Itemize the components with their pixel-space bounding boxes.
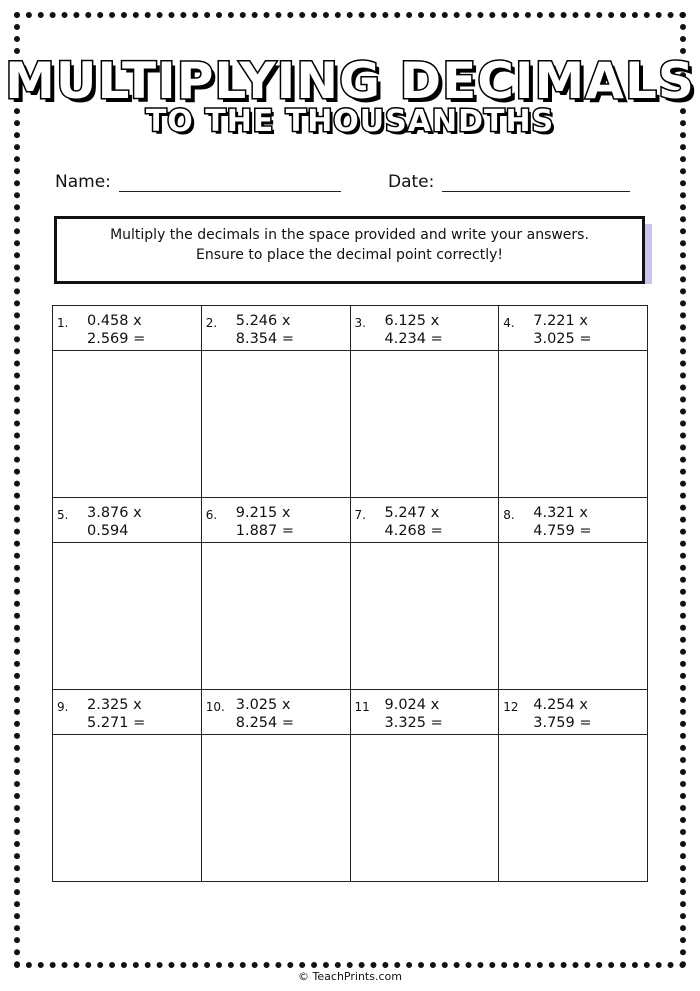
problem-number: 11 [354, 700, 370, 714]
work-space[interactable] [499, 735, 648, 882]
answer-row [53, 351, 648, 498]
multiplicand: 5.246 x [235, 313, 291, 329]
multiplicand: 4.321 x [533, 505, 588, 521]
work-space[interactable] [53, 351, 202, 498]
work-space[interactable] [201, 735, 350, 882]
problem-number: 1. [57, 316, 69, 330]
name-label: Name: [55, 172, 111, 192]
multiplier: 5.271 = [87, 715, 146, 731]
instruction-line: Ensure to place the decimal point correctly! [195, 247, 504, 263]
problem-cell [53, 690, 202, 735]
multiplier: 8.354 = [235, 331, 295, 347]
problem-row [53, 498, 648, 543]
problem-cell [499, 690, 648, 735]
multiplier: 1.887 = [235, 523, 295, 539]
multiplier: 3.759 = [533, 715, 592, 731]
multiplier: 4.234 = [384, 331, 443, 347]
multiplier: 3.025 = [533, 331, 592, 347]
problem-row [53, 690, 648, 735]
problem-cell [201, 306, 350, 351]
multiplier: 0.594 [87, 523, 129, 539]
name-field[interactable] [55, 172, 341, 192]
instructions-box [54, 216, 645, 284]
multiplicand: 6.125 x [384, 313, 440, 329]
problem-cell [53, 498, 202, 543]
work-space[interactable] [350, 543, 499, 690]
problem-cell [499, 306, 648, 351]
multiplier: 2.569 = [87, 331, 146, 347]
problem-row [53, 306, 648, 351]
multiplier: 4.268 = [384, 523, 443, 539]
problem-cell [350, 498, 499, 543]
work-space[interactable] [350, 351, 499, 498]
multiplicand: 5.247 x [384, 505, 440, 521]
problem-grid [52, 305, 648, 882]
problem-cell [53, 306, 202, 351]
worksheet-subtitle: TO THE THOUSANDTHS [145, 104, 555, 139]
multiplicand: 3.025 x [235, 697, 291, 713]
multiplicand: 3.876 x [87, 505, 142, 521]
problem-number: 7. [354, 508, 366, 522]
problem-number: 5. [57, 508, 69, 522]
work-space[interactable] [201, 351, 350, 498]
work-space[interactable] [53, 543, 202, 690]
copyright-footer: © TeachPrints.com [298, 970, 402, 983]
problem-cell [350, 690, 499, 735]
date-label: Date: [388, 172, 435, 192]
problem-cell [350, 306, 499, 351]
problem-cell [499, 498, 648, 543]
multiplicand: 0.458 x [87, 313, 142, 329]
problem-cell [201, 498, 350, 543]
work-space[interactable] [499, 543, 648, 690]
problem-number: 2. [205, 316, 218, 330]
problem-number: 8. [503, 508, 515, 522]
multiplicand: 4.254 x [533, 697, 588, 713]
problem-number: 9. [57, 700, 69, 714]
answer-row [53, 735, 648, 882]
work-space[interactable] [350, 735, 499, 882]
multiplicand: 2.325 x [87, 697, 142, 713]
problem-number: 10. [205, 700, 225, 714]
problem-number: 6. [205, 508, 218, 522]
problem-number: 12 [503, 700, 519, 714]
work-space[interactable] [499, 351, 648, 498]
multiplicand: 9.215 x [235, 505, 291, 521]
multiplicand: 9.024 x [384, 697, 440, 713]
multiplicand: 7.221 x [533, 313, 588, 329]
answer-row [53, 543, 648, 690]
multiplier: 3.325 = [384, 715, 443, 731]
problem-number: 3. [354, 316, 366, 330]
problem-cell [201, 690, 350, 735]
worksheet-title: MULTIPLYING DECIMALS [5, 52, 695, 110]
work-space[interactable] [53, 735, 202, 882]
multiplier: 4.759 = [533, 523, 592, 539]
name-line[interactable] [119, 173, 341, 192]
problem-number: 4. [503, 316, 515, 330]
multiplier: 8.254 = [235, 715, 295, 731]
work-space[interactable] [201, 543, 350, 690]
date-field[interactable] [388, 172, 630, 192]
date-line[interactable] [442, 173, 630, 192]
instruction-line: Multiply the decimals in the space provided and write your answers. [110, 227, 589, 243]
